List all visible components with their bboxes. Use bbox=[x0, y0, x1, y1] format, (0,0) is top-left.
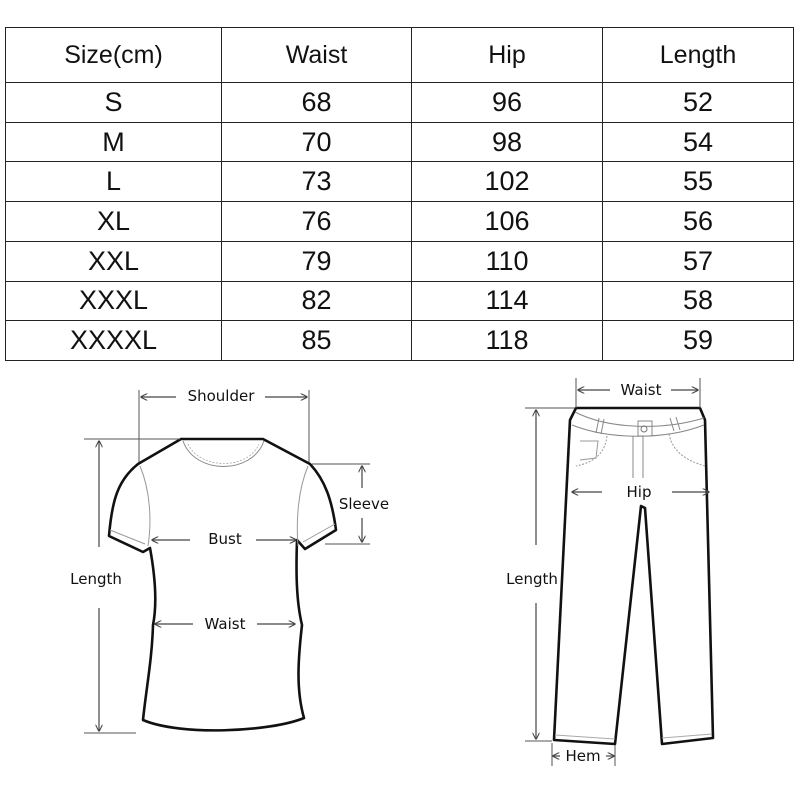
table-row bbox=[6, 83, 794, 123]
cell-size: L bbox=[6, 162, 222, 202]
table-row bbox=[6, 122, 794, 162]
cell-waist: 68 bbox=[222, 83, 412, 123]
shoulder-label: Shoulder bbox=[187, 387, 255, 405]
cell-waist: 79 bbox=[222, 241, 412, 281]
pants-outline-icon bbox=[420, 370, 800, 770]
sleeve-label: Sleeve bbox=[338, 495, 390, 513]
table-row bbox=[6, 281, 794, 321]
table-row bbox=[6, 321, 794, 361]
cell-waist: 85 bbox=[222, 321, 412, 361]
cell-hip: 118 bbox=[412, 321, 603, 361]
cell-length: 52 bbox=[603, 83, 794, 123]
header-waist: Waist bbox=[222, 28, 412, 83]
cell-waist: 76 bbox=[222, 202, 412, 242]
pants-hip-label: Hip bbox=[626, 483, 652, 501]
shirt-waist-label: Waist bbox=[204, 615, 246, 633]
pants-length-label: Length bbox=[506, 570, 558, 588]
cell-hip: 102 bbox=[412, 162, 603, 202]
cell-length: 54 bbox=[603, 122, 794, 162]
cell-hip: 98 bbox=[412, 122, 603, 162]
pants-waist-label: Waist bbox=[620, 381, 662, 399]
shirt-length-label: Length bbox=[70, 570, 122, 588]
cell-size: XXXXL bbox=[6, 321, 222, 361]
cell-waist: 82 bbox=[222, 281, 412, 321]
size-chart-table bbox=[5, 27, 794, 361]
bust-label: Bust bbox=[208, 530, 242, 548]
cell-hip: 106 bbox=[412, 202, 603, 242]
table-row bbox=[6, 202, 794, 242]
shirt-outline-icon bbox=[0, 370, 420, 770]
cell-size: XXXL bbox=[6, 281, 222, 321]
cell-size: XXL bbox=[6, 241, 222, 281]
cell-waist: 73 bbox=[222, 162, 412, 202]
header-size: Size(cm) bbox=[6, 28, 222, 83]
cell-hip: 110 bbox=[412, 241, 603, 281]
cell-length: 58 bbox=[603, 281, 794, 321]
shirt-diagram bbox=[0, 370, 420, 770]
table-header-row bbox=[6, 28, 794, 83]
cell-length: 59 bbox=[603, 321, 794, 361]
table-row bbox=[6, 241, 794, 281]
cell-length: 55 bbox=[603, 162, 794, 202]
hem-label: Hem bbox=[565, 747, 601, 765]
cell-length: 56 bbox=[603, 202, 794, 242]
cell-waist: 70 bbox=[222, 122, 412, 162]
cell-size: XL bbox=[6, 202, 222, 242]
header-hip: Hip bbox=[412, 28, 603, 83]
header-length: Length bbox=[603, 28, 794, 83]
table-row bbox=[6, 162, 794, 202]
cell-size: S bbox=[6, 83, 222, 123]
cell-size: M bbox=[6, 122, 222, 162]
cell-hip: 96 bbox=[412, 83, 603, 123]
pants-diagram bbox=[420, 370, 800, 770]
cell-length: 57 bbox=[603, 241, 794, 281]
cell-hip: 114 bbox=[412, 281, 603, 321]
